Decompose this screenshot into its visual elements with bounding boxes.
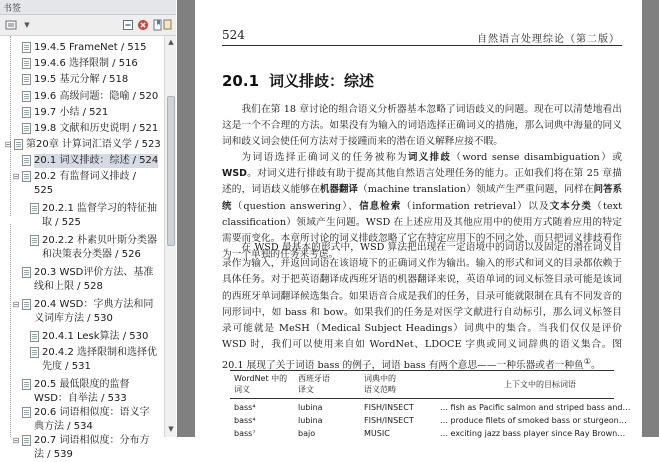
bookmark-page-icon: [22, 74, 31, 85]
bookmark-page-icon: [22, 42, 31, 53]
header-rule: [222, 45, 622, 46]
delete-bookmark-icon[interactable]: [136, 18, 150, 32]
table-cell: bass⁴: [234, 403, 256, 412]
bookmark-item[interactable]: 19.4.5 FrameNet / 515: [11, 41, 163, 55]
bookmark-page-icon: [22, 58, 31, 69]
paragraph-2: 为词语选择正确词义的任务被称为词义排歧（word sense disambiguation）或 WSD。对词义进行排歧有助于提高其他自然语言处理任务的能力。正如我们将在第 25 章描述的，词语歧义能够在机器翻译（machine translation）领域产生严重问题，同样在问答系统（question answering）、信息检索（information retrieval）以及文本分类（text classification）领域产生问题。WSD 在上述应用及其他应用中的使用方式随着应用的特定需要而变化。本章所讨论的词义排歧忽略了它在特定应用下的不同之处，而只把词义排歧看作为一个单独的任务来考虑。: [222, 152, 622, 261]
collapse-toggle-icon[interactable]: ⊟: [12, 300, 20, 309]
section-number: 20.1: [222, 72, 260, 90]
bookmark-item[interactable]: 19.6 高级问题：隐喻 / 520: [11, 90, 163, 104]
bookmark-page-icon: [22, 123, 31, 134]
table-cell: lubina: [298, 416, 323, 425]
bookmark-page-icon: [22, 107, 31, 118]
bookmark-page-icon: [22, 435, 31, 446]
bookmark-item[interactable]: 19.7 小结 / 521: [11, 106, 163, 120]
bookmark-item[interactable]: 20.5 最低限度的监督WSD：自举法 / 533: [11, 378, 163, 406]
table-cell: … produce filets of smoked bass or sturgeon…: [440, 416, 627, 425]
table-cell: bass⁷: [234, 429, 256, 438]
panel-header: [0, 0, 176, 15]
bookmark-item[interactable]: 20.4.2 选择限制和选择优先度 / 531: [19, 346, 163, 374]
bookmark-page-icon: [14, 139, 23, 150]
bookmark-item[interactable]: ⊟ 20.7 词语相似度：分布方法 / 539: [12, 435, 150, 460]
document-viewer[interactable]: [177, 0, 659, 437]
collapse-toggle-icon[interactable]: ⊟: [12, 436, 20, 445]
scroll-down-arrow-icon[interactable]: ▼: [168, 425, 174, 433]
section-heading: 词义排歧：综述: [269, 72, 375, 90]
bookmark-page-icon: [30, 331, 39, 342]
bookmark-page-icon: [22, 171, 31, 182]
bookmark-page-icon: [22, 155, 31, 166]
document-page: [195, 0, 642, 437]
bookmark-page-icon: [22, 379, 31, 390]
paragraph-1: 我们在第 18 章讨论的组合语义分析器基本忽略了词语歧义的问题。现在可以清楚地看出这是一个不合理的方法。如果没有为输入的词语选择正确词义的措施，那么词典中海量的同义词和歧义词会使任何方法对于接踵而来的潜在语义解释应接不暇。: [222, 104, 622, 148]
panel-title: 书签: [3, 4, 22, 14]
table-cell: bajo: [298, 429, 316, 438]
table-header-context: 上下文中的目标词语: [504, 380, 576, 389]
bookmark-item[interactable]: 19.8 文献和历史说明 / 521: [11, 122, 163, 136]
bookmark-page-icon: [22, 267, 31, 278]
bookmark-page-icon: [22, 91, 31, 102]
bookmark-item-selected[interactable]: 20.1 词义排歧：综述 / 524: [11, 154, 163, 168]
section-title: [222, 70, 374, 91]
bookmark-item[interactable]: 20.3 WSD评价方法、基准线和上限 / 528: [11, 266, 163, 294]
dropdown-arrow-icon[interactable]: ▼: [24, 20, 30, 29]
bookmark-item[interactable]: 20.4.1 Lesk算法 / 530: [19, 330, 163, 344]
bookmark-item[interactable]: ⊟ 20.4 WSD：字典方法和同义词库方法 / 530: [12, 299, 154, 324]
table-cell: … fish as Pacific salmon and striped bass and…: [440, 403, 631, 412]
term-wsd: 词义排歧: [408, 152, 452, 163]
bookmark-page-icon: [30, 235, 39, 246]
scroll-up-arrow-icon[interactable]: ▲: [168, 38, 174, 46]
table-cell: bass⁴: [234, 416, 256, 425]
scrollbar-thumb[interactable]: [167, 96, 175, 246]
collapse-toggle-icon[interactable]: ⊟: [4, 140, 12, 149]
table-cell: MUSIC: [364, 429, 390, 438]
table-header-sense: WordNet 中的 词义: [234, 374, 288, 394]
running-head: 自然语言处理综论（第二版）: [477, 34, 620, 45]
bookmark-item[interactable]: 19.5 基元分解 / 518: [11, 73, 163, 87]
bookmark-item-chapter-20[interactable]: ⊟ 第20章 计算词汇语义学 / 523: [4, 139, 161, 150]
table-header-spanish: 西班牙语 译文: [298, 374, 330, 394]
bookmarks-toolbar: [0, 15, 176, 36]
page-number: 524: [222, 28, 245, 42]
collapse-toggle-icon[interactable]: ⊟: [12, 172, 20, 181]
bookmark-properties-icon[interactable]: [162, 18, 174, 32]
bookmark-item[interactable]: 20.2.2 朴素贝叶斯分类器和决策表分类器 / 526: [19, 234, 163, 262]
bookmark-page-icon: [30, 347, 39, 358]
expand-bookmark-icon[interactable]: [121, 18, 135, 32]
bookmark-tree: [0, 36, 164, 460]
table-cell: FISH/INSECT: [364, 403, 414, 412]
bookmark-item[interactable]: 20.2.1 监督学习的特征抽取 / 525: [19, 202, 163, 230]
bookmarks-scrollbar[interactable]: [164, 36, 176, 437]
footnote-mark[interactable]: ①: [583, 356, 591, 367]
table-header-category: 词典中的 语义范畴: [364, 374, 396, 394]
bookmark-page-icon: [22, 407, 31, 418]
bookmark-item[interactable]: ⊟ 20.2 有监督词义排歧 / 525: [12, 171, 136, 196]
paragraph-3: 在 WSD 最基本的形式中，WSD 算法把出现在一定语境中的词语以及固定的潜在词义目录作为输入，并返回词语在该语境下的正确词义作为输出。输入的形式和词义的目录都依赖于具体任务。对于把英语翻译成西班牙语的机器翻译来说，英语单词的词义标签目录可能是该词的西班牙单词翻译候选集合。如果语音合成是我们的任务，目录可能就限制在具有不同发音的同形词中，如 bass 和 bow。如果我们的任务是对医学文献进行自动标引，那么词义标签目录可能就是 MeSH（Medical Subject Headings）词典中的集合。当我们仅仅是评价 WSD 时，我们可以使用来自如 WordNet、LDOCE 字典或同义词辞典的语义集合。图 20.1 展现了关于词语 bass 的例子，词语 bass 有两个意思——一种乐器或者一种鱼①。: [222, 242, 622, 372]
bookmark-page-icon: [30, 203, 39, 214]
table-cell: FISH/INSECT: [364, 416, 414, 425]
bookmark-item[interactable]: 19.4.6 选择限制 / 516: [11, 57, 163, 71]
options-menu-icon[interactable]: [4, 18, 18, 32]
bookmarks-panel: [0, 0, 176, 460]
table-cell: … exciting jazz bass player since Ray Brown…: [440, 429, 626, 438]
bookmark-page-icon: [22, 299, 31, 310]
table-cell: lubina: [298, 403, 323, 412]
bookmark-item[interactable]: 20.6 词语相似度：语义字典方法 / 534: [11, 406, 163, 434]
